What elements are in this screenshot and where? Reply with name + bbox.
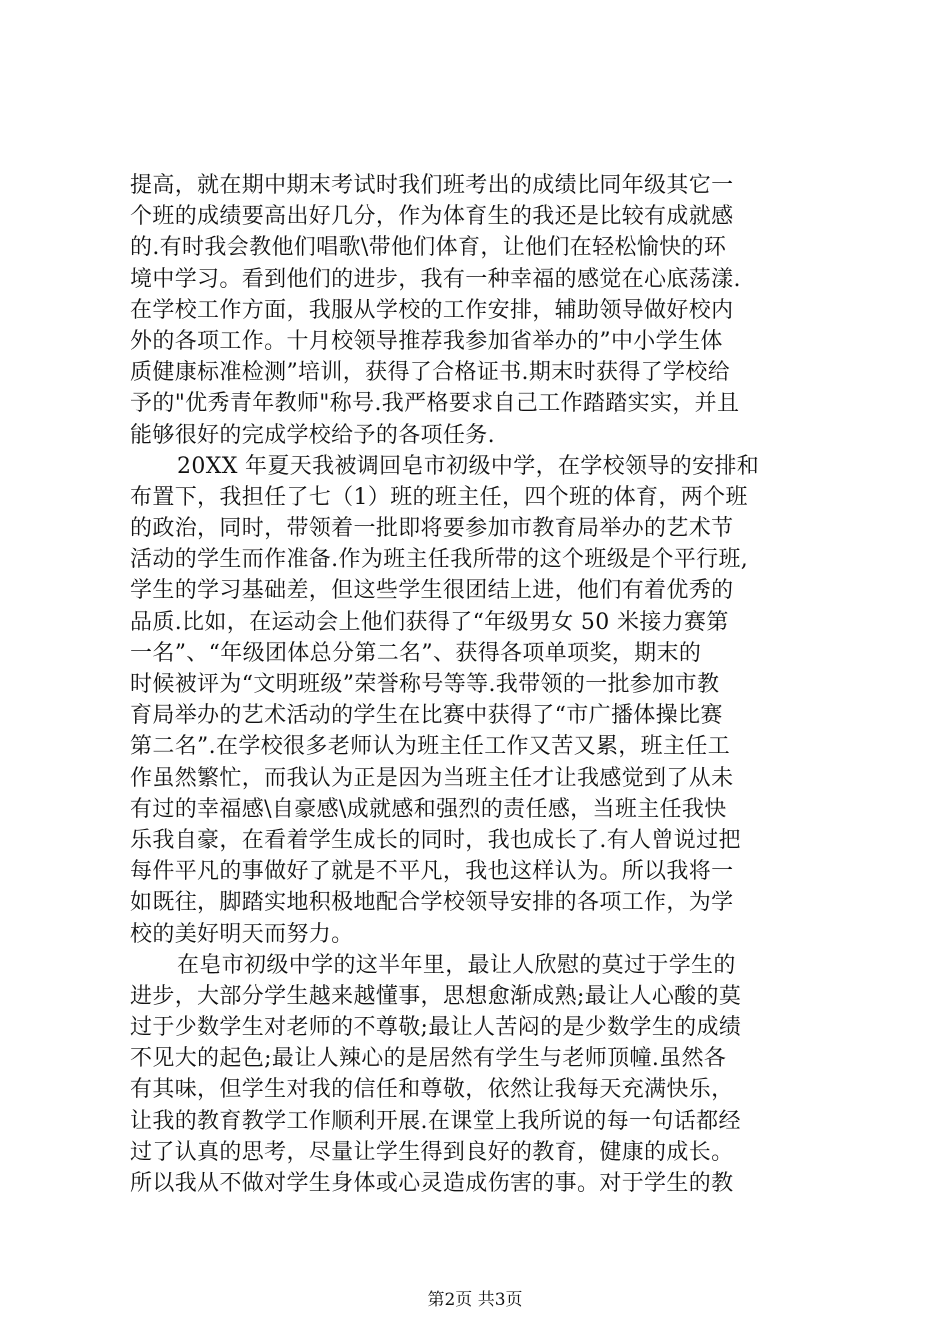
- text-line: 育局举办的艺术活动的学生在比赛中获得了“市广播体操比赛: [130, 703, 723, 729]
- page-footer: [0, 1290, 950, 1310]
- text-line: 让我的教育教学工作顺利开展.在课堂上我所说的每一句话都经: [130, 1108, 741, 1134]
- text-line: 能够很好的完成学校给予的各项任务.: [130, 422, 495, 448]
- text-line: 时候被评为“文明班级”荣誉称号等等.我带领的一批参加市教: [130, 672, 720, 697]
- text-line: 过了认真的思考，尽量让学生得到良好的教育，健康的成长。: [130, 1139, 734, 1165]
- text-line: 作虽然繁忙，而我认为正是因为当班主任才让我感觉到了从未: [130, 765, 734, 791]
- text-line: 进步，大部分学生越来越懂事，思想愈渐成熟;最让人心酸的莫: [130, 983, 742, 1009]
- text-line: 第二名”.在学校很多老师认为班主任工作又苦又累，班主任工: [130, 734, 731, 760]
- text-line: 所以我从不做对学生身体或心灵造成伤害的事。对于学生的教: [130, 1171, 734, 1196]
- text-line: 予的"优秀青年教师"称号.我严格要求自己工作踏踏实实，并且: [130, 391, 740, 417]
- document-body: [130, 170, 830, 1199]
- text-line: 乐我自豪，在看着学生成长的同时，我也成长了.有人曾说过把: [130, 827, 741, 853]
- paragraph-1: [130, 170, 830, 451]
- paragraph-3: [130, 950, 830, 1200]
- text-line: 的.有时我会教他们唱歌\带他们体育，让他们在轻松愉快的环: [130, 235, 727, 261]
- text-line: 布置下，我担任了七（1）班的班主任，四个班的体育，两个班: [130, 484, 748, 510]
- text-line: 有过的幸福感\自豪感\成就感和强烈的责任感，当班主任我快: [130, 796, 727, 822]
- text-line: 在学校工作方面，我服从学校的工作安排，辅助领导做好校内: [130, 297, 734, 323]
- text-line: 的政治，同时，带领着一批即将要参加市教育局举办的艺术节: [130, 516, 734, 542]
- text-line: 活动的学生而作准备.作为班主任我所带的这个班级是个平行班,: [130, 547, 749, 573]
- text-line: 不见大的起色;最让人辣心的是居然有学生与老师顶幢.虽然各: [130, 1046, 727, 1072]
- text-line: 过于少数学生对老师的不尊敬;最让人苦闷的是少数学生的成绩: [130, 1015, 742, 1041]
- paragraph-2: [130, 451, 830, 950]
- text-line: 境中学习。看到他们的进步，我有一种幸福的感觉在心底荡漾.: [130, 266, 741, 292]
- text-line: 提高，就在期中期末考试时我们班考出的成绩比同年级其它一: [130, 173, 734, 198]
- text-line: 校的美好明天而努力。: [130, 921, 354, 947]
- text-line: 外的各项工作。十月校领导推荐我参加省举办的”中小学生体: [130, 328, 723, 354]
- page-number: 第2页 共3页: [427, 1290, 523, 1310]
- text-line: 学生的学习基础差，但这些学生很团结上进，他们有着优秀的: [130, 578, 734, 604]
- text-line: 20XX 年夏天我被调回皂市初级中学，在学校领导的安排和: [177, 453, 760, 479]
- text-line: 每件平凡的事做好了就是不平凡，我也这样认为。所以我将一: [130, 859, 734, 885]
- text-line: 一名”、“年级团体总分第二名”、获得各项单项奖，期末的: [130, 640, 702, 666]
- text-line: 质健康标准检测”培训，获得了合格证书.期末时获得了学校给: [130, 360, 731, 386]
- text-line: 如既往，脚踏实地积极地配合学校领导安排的各项工作，为学: [130, 890, 734, 916]
- text-line: 个班的成绩要高出好几分，作为体育生的我还是比较有成就感: [130, 204, 734, 230]
- text-line: 有其味，但学生对我的信任和尊敬，依然让我每天充满快乐，: [130, 1077, 734, 1103]
- text-line: 在皂市初级中学的这半年里，最让人欣慰的莫过于学生的: [177, 952, 736, 978]
- text-line: 品质.比如，在运动会上他们获得了“年级男女 50 米接力赛第: [130, 609, 729, 635]
